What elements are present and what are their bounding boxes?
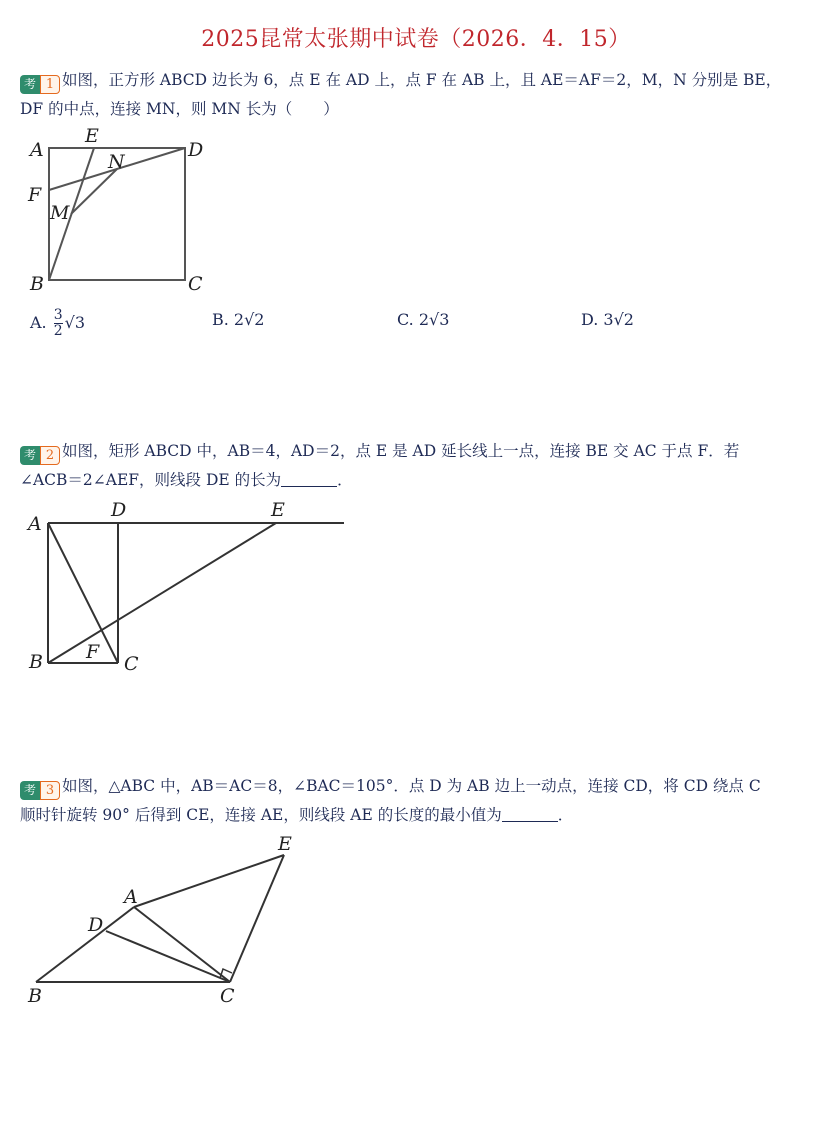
- label-b: B: [28, 985, 42, 1007]
- question-2: 考 2 如图，矩形 ABCD 中，AB＝4，AD＝2，点 E 是 AD 延长线上一点，连接 BE 交 AC 于点 F．若 ∠ACB＝2∠AEF，则线段 DE 的长为 ．: [20, 442, 740, 489]
- figure-triangle: [22, 830, 312, 1010]
- question-number: 3: [40, 781, 60, 800]
- segment-ae: [134, 855, 284, 907]
- label-e: E: [271, 499, 285, 521]
- question-3: 考 3 如图，△ABC 中，AB＝AC＝8，∠BAC＝105°．点 D 为 AB 边上一动点，连接 CD，将 CD 绕点 C 顺时针旋转 90° 后得到 CE，连接 AE，则线段 AE 的长度的最小值为 ．: [20, 777, 761, 824]
- option-c[interactable]: C. 2√3: [397, 310, 450, 329]
- label-e: E: [278, 833, 292, 855]
- label-f: F: [86, 641, 100, 663]
- segment-ce: [230, 855, 284, 982]
- label-b: B: [29, 651, 43, 673]
- segment-ac: [134, 907, 230, 982]
- answer-blank[interactable]: [281, 470, 337, 487]
- question-1: [20, 66, 810, 124]
- question-number: 1: [40, 75, 60, 94]
- label-a: A: [28, 513, 42, 535]
- label-d: D: [188, 139, 204, 161]
- segment-ba: [36, 907, 134, 982]
- question-number: 2: [40, 446, 60, 465]
- label-c: C: [188, 273, 203, 295]
- label-d: D: [88, 914, 104, 936]
- fraction: $\frac{3}{2}$: [53, 307, 63, 339]
- question-badge: [20, 75, 60, 94]
- question-badge: [20, 781, 60, 800]
- answer-blank[interactable]: [502, 805, 558, 822]
- figure-rectangle: [24, 496, 354, 680]
- question-text-line2: ∠ACB＝2∠AEF，则线段 DE 的长为: [20, 471, 282, 489]
- exam-icon: 考: [20, 75, 40, 94]
- question-badge: [20, 446, 60, 465]
- label-m: M: [50, 202, 70, 224]
- page-title: 2025昆常太张期中试卷（2026．4．15）: [201, 27, 631, 52]
- label-a: A: [124, 886, 138, 908]
- exam-icon: 考: [20, 781, 40, 800]
- exam-icon: 考: [20, 446, 40, 465]
- label-a: A: [30, 139, 44, 161]
- label-c: C: [220, 985, 235, 1007]
- label-f: F: [28, 184, 42, 206]
- label-e: E: [85, 126, 99, 147]
- option-a[interactable]: A. $\frac{3}{2}$ √3: [30, 307, 86, 339]
- question-text-line2: 顺时针旋转 90° 后得到 CE，连接 AE，则线段 AE 的长度的最小值为: [20, 806, 502, 824]
- question-text-line2: DF 的中点，连接 MN，则 MN 长为（ ）: [20, 100, 339, 118]
- segment-cd: [106, 931, 230, 982]
- option-b[interactable]: B. 2√2: [212, 310, 265, 329]
- label-d: D: [111, 499, 127, 521]
- label-b: B: [30, 273, 44, 295]
- question-text-line1: 如图，正方形 ABCD 边长为 6，点 E 在 AD 上，点 F 在 AB 上，且 AE＝AF＝2，M，N 分别是 BE，: [62, 71, 782, 89]
- question-text-line1: 如图，△ABC 中，AB＝AC＝8，∠BAC＝105°．点 D 为 AB 边上一动点，连接 CD，将 CD 绕点 C: [62, 777, 761, 795]
- option-d[interactable]: D. 3√2: [581, 310, 634, 329]
- figure-square: [22, 126, 222, 296]
- question-text-line1: 如图，矩形 ABCD 中，AB＝4，AD＝2，点 E 是 AD 延长线上一点，连接 BE 交 AC 于点 F．若: [62, 442, 740, 460]
- label-n: N: [108, 151, 125, 173]
- label-c: C: [124, 653, 139, 675]
